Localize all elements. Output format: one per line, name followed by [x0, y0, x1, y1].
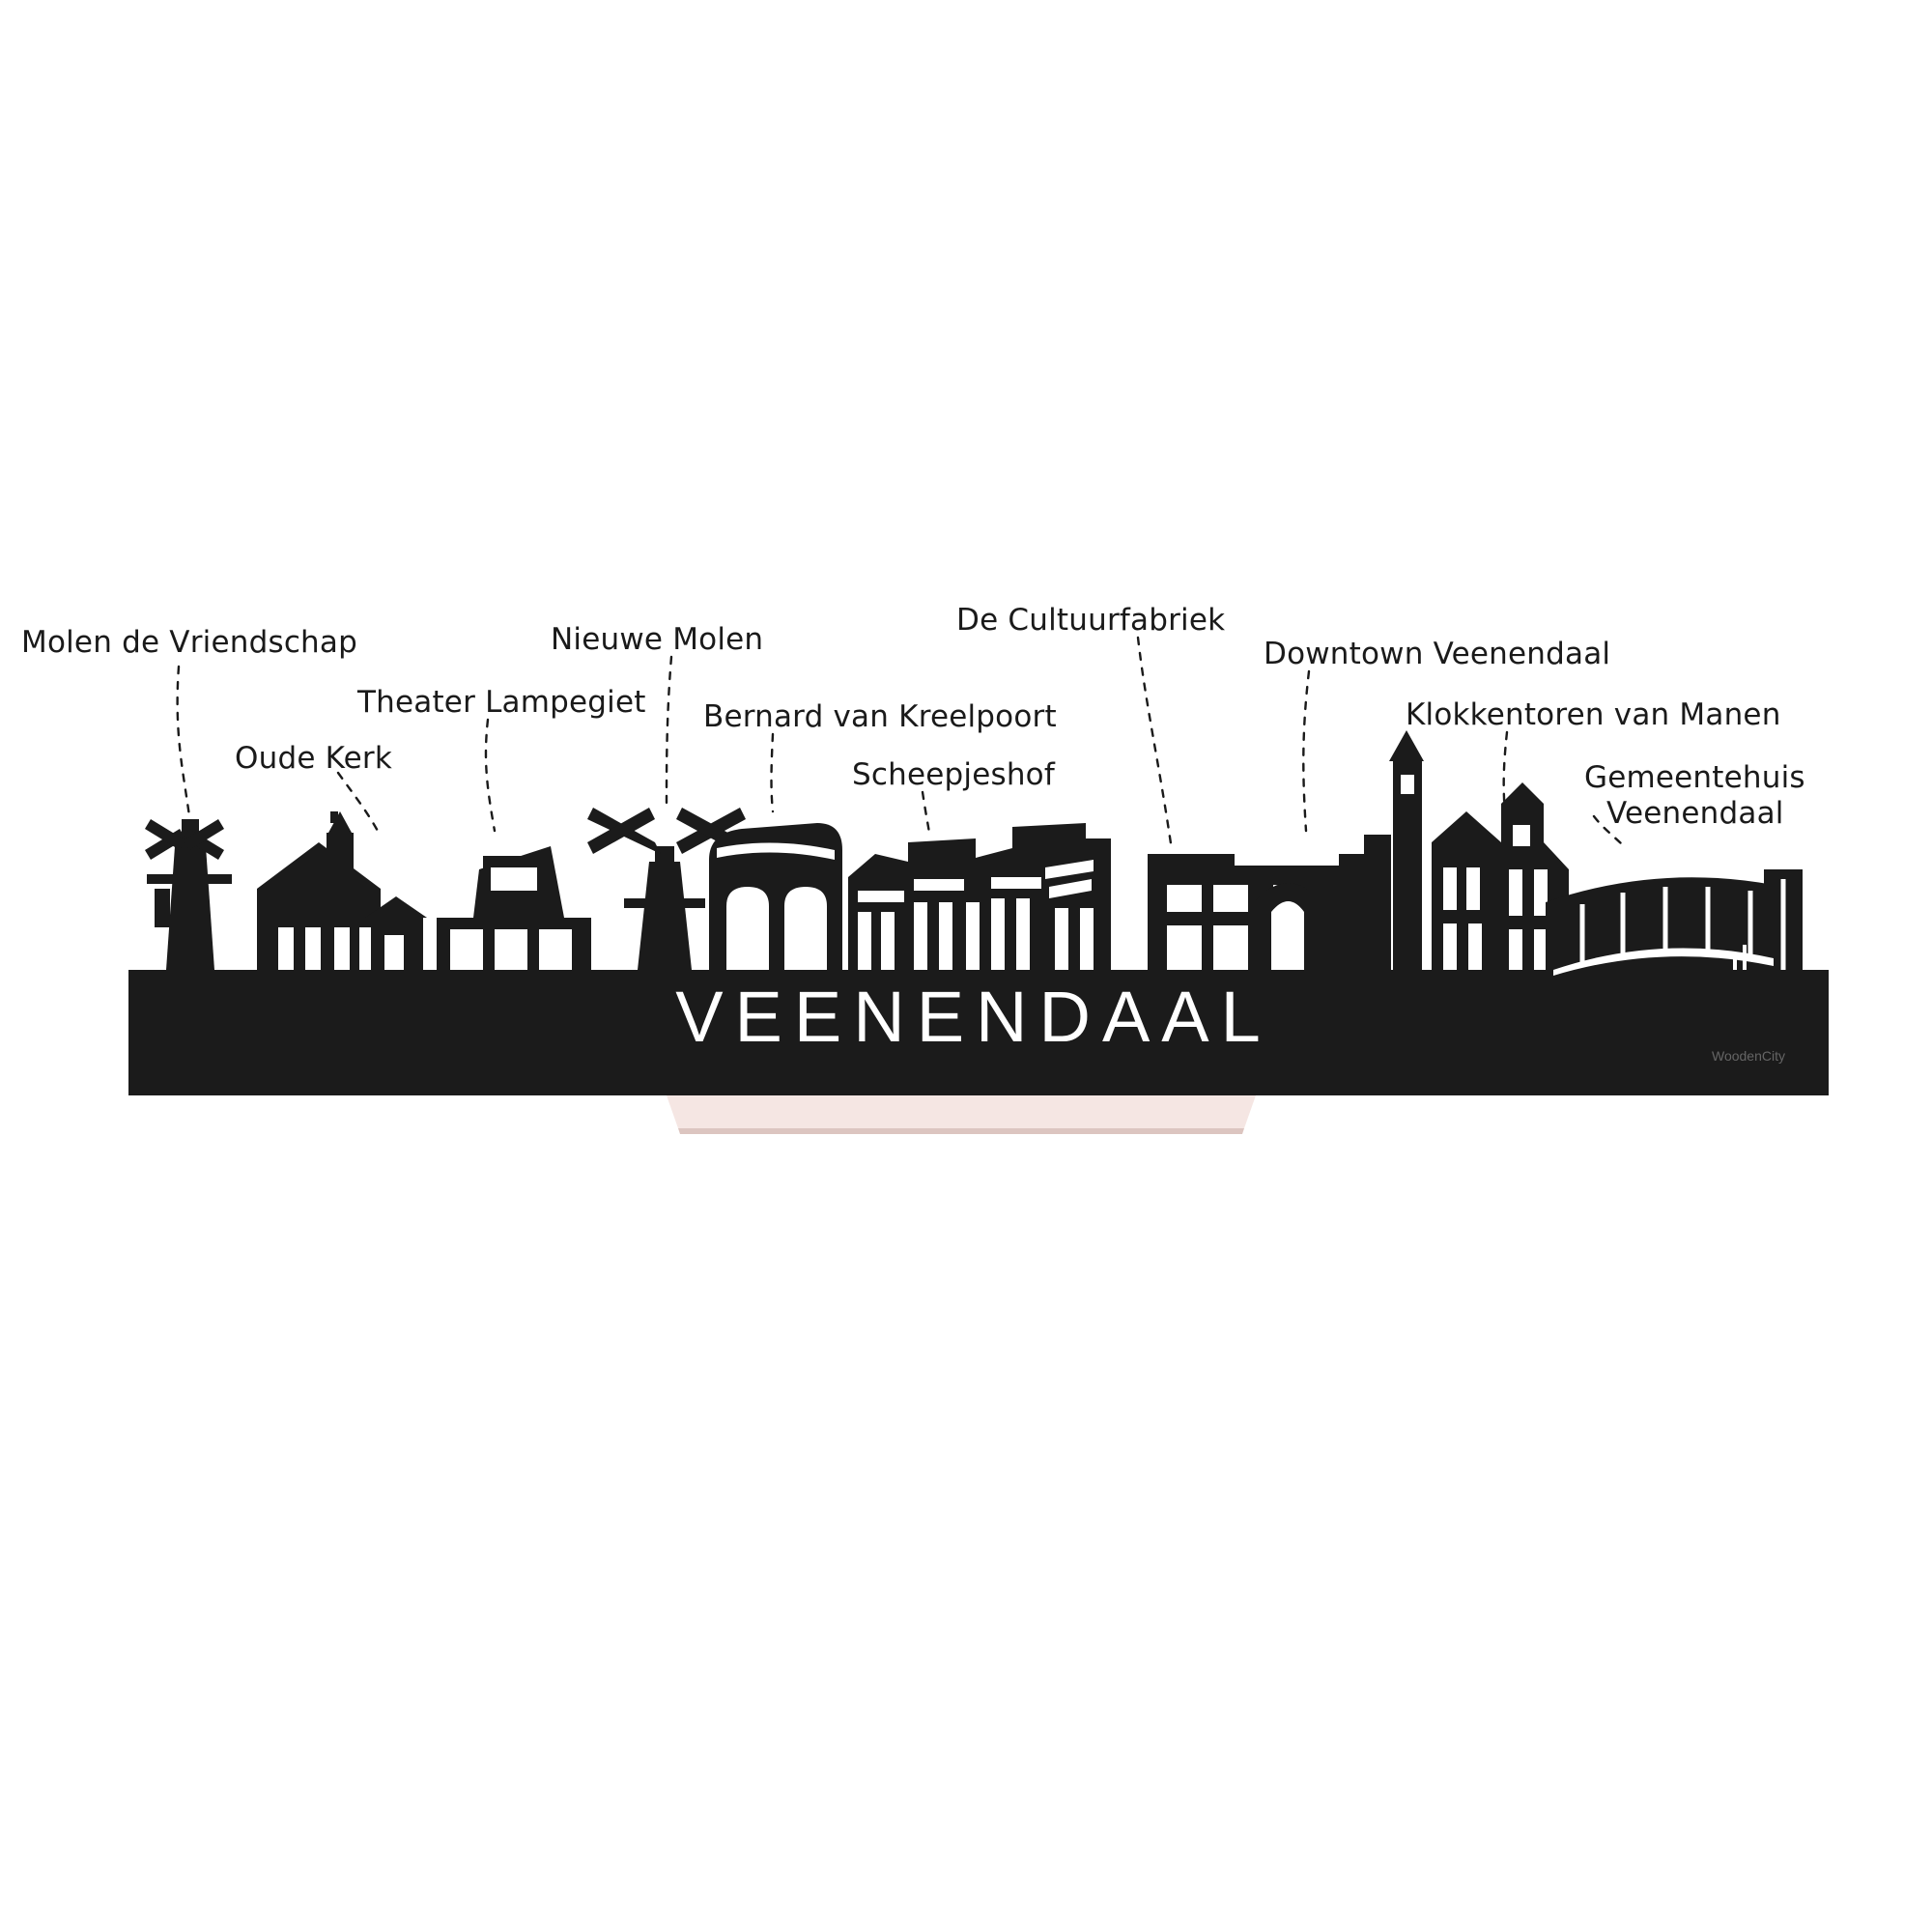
leader-line-bernard-van-kreelpoort — [772, 734, 774, 811]
label-nieuwe-molen: Nieuwe Molen — [551, 622, 764, 657]
leader-line-scheepjeshof — [923, 792, 929, 833]
leader-line-downtown-veenendaal — [1303, 671, 1309, 831]
cutouts-klokkentoren-van-manen — [1401, 775, 1414, 794]
cutouts-downtown-veenendaal — [1271, 901, 1304, 970]
leader-line-molen-de-vriendschap — [178, 667, 189, 816]
label-downtown-veenendaal: Downtown Veenendaal — [1264, 637, 1611, 671]
label-oude-kerk: Oude Kerk — [235, 741, 393, 776]
label-theater-lampegiet: Theater Lampegiet — [357, 685, 646, 720]
building-klokkentoren-van-manen — [1389, 730, 1424, 970]
leader-line-theater-lampegiet — [486, 720, 495, 831]
label-gemeentehuis-veenendaal-line-2: Veenendaal — [1606, 796, 1784, 831]
label-bernard-van-kreelpoort: Bernard van Kreelpoort — [703, 699, 1057, 734]
label-molen-de-vriendschap: Molen de Vriendschap — [21, 625, 357, 660]
watermark-text: WoodenCity — [1711, 1048, 1785, 1064]
leader-line-nieuwe-molen — [667, 657, 671, 807]
label-gemeentehuis-veenendaal-line-1: Gemeentehuis — [1584, 760, 1805, 795]
leader-line-de-cultuurfabriek — [1138, 638, 1172, 850]
label-scheepjeshof: Scheepjeshof — [852, 757, 1055, 792]
building-molen-de-vriendschap — [145, 819, 232, 970]
label-klokkentoren-van-manen: Klokkentoren van Manen — [1406, 697, 1781, 732]
display-stand — [667, 1095, 1256, 1134]
label-de-cultuurfabriek: De Cultuurfabriek — [956, 603, 1226, 638]
city-name-text: VEENENDAAL — [675, 977, 1272, 1057]
